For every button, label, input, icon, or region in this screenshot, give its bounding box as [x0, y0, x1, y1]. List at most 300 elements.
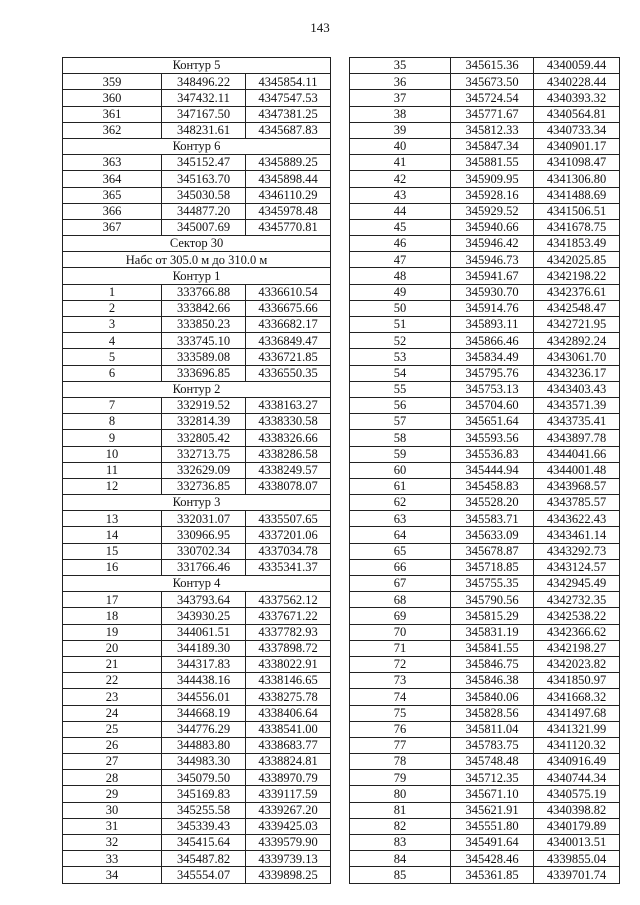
table-row	[350, 155, 620, 171]
point-number: 75	[350, 705, 451, 721]
y-coordinate: 4335341.37	[246, 559, 331, 575]
point-number: 66	[350, 559, 451, 575]
y-coordinate: 4341668.32	[534, 689, 620, 705]
y-coordinate: 4342366.62	[534, 624, 620, 640]
table-row	[350, 317, 620, 333]
point-number: 62	[350, 495, 451, 511]
table-row	[63, 770, 331, 786]
y-coordinate: 4343785.57	[534, 495, 620, 511]
y-coordinate: 4337898.72	[246, 640, 331, 656]
point-number: 44	[350, 203, 451, 219]
y-coordinate: 4340575.19	[534, 786, 620, 802]
y-coordinate: 4345854.11	[246, 74, 331, 90]
point-number: 80	[350, 786, 451, 802]
section-row	[63, 138, 331, 154]
y-coordinate: 4342025.85	[534, 252, 620, 268]
point-number: 72	[350, 656, 451, 672]
section-row	[63, 252, 331, 268]
table-row	[350, 349, 620, 365]
x-coordinate: 345491.64	[451, 835, 534, 851]
point-number: 13	[63, 511, 162, 527]
x-coordinate: 332736.85	[162, 478, 246, 494]
y-coordinate: 4340179.89	[534, 818, 620, 834]
x-coordinate: 333850.23	[162, 317, 246, 333]
section-heading: Контур 6	[63, 138, 331, 154]
x-coordinate: 345593.56	[451, 430, 534, 446]
y-coordinate: 4341488.69	[534, 187, 620, 203]
section-row	[63, 58, 331, 74]
y-coordinate: 4340744.34	[534, 770, 620, 786]
point-number: 10	[63, 446, 162, 462]
table-row	[63, 721, 331, 737]
table-row	[350, 58, 620, 74]
x-coordinate: 345815.29	[451, 608, 534, 624]
y-coordinate: 4340916.49	[534, 754, 620, 770]
point-number: 363	[63, 155, 162, 171]
table-row	[63, 122, 331, 138]
table-row	[350, 851, 620, 867]
x-coordinate: 345673.50	[451, 74, 534, 90]
point-number: 16	[63, 559, 162, 575]
x-coordinate: 345163.70	[162, 171, 246, 187]
y-coordinate: 4346110.29	[246, 187, 331, 203]
x-coordinate: 344061.51	[162, 624, 246, 640]
table-row	[350, 430, 620, 446]
table-row	[63, 446, 331, 462]
point-number: 59	[350, 446, 451, 462]
y-coordinate: 4338326.66	[246, 430, 331, 446]
table-row	[63, 317, 331, 333]
y-coordinate: 4345978.48	[246, 203, 331, 219]
x-coordinate: 345030.58	[162, 187, 246, 203]
x-coordinate: 333696.85	[162, 365, 246, 381]
point-number: 77	[350, 737, 451, 753]
y-coordinate: 4343061.70	[534, 349, 620, 365]
table-row	[63, 786, 331, 802]
x-coordinate: 345812.33	[451, 122, 534, 138]
y-coordinate: 4347547.53	[246, 90, 331, 106]
x-coordinate: 345079.50	[162, 770, 246, 786]
y-coordinate: 4343124.57	[534, 559, 620, 575]
table-row	[350, 138, 620, 154]
point-number: 57	[350, 414, 451, 430]
table-row	[63, 673, 331, 689]
table-row	[350, 365, 620, 381]
table-row	[63, 300, 331, 316]
x-coordinate: 345846.75	[451, 656, 534, 672]
table-row	[350, 333, 620, 349]
coordinates-table-right-body	[350, 58, 620, 884]
x-coordinate: 345930.70	[451, 284, 534, 300]
y-coordinate: 4338078.07	[246, 478, 331, 494]
page-number: 143	[310, 20, 330, 35]
point-number: 4	[63, 333, 162, 349]
y-coordinate: 4342548.47	[534, 300, 620, 316]
table-row	[350, 770, 620, 786]
y-coordinate: 4340013.51	[534, 835, 620, 851]
table-row	[63, 559, 331, 575]
point-number: 27	[63, 754, 162, 770]
y-coordinate: 4336849.47	[246, 333, 331, 349]
point-number: 365	[63, 187, 162, 203]
x-coordinate: 348231.61	[162, 122, 246, 138]
table-row	[350, 754, 620, 770]
table-row	[350, 689, 620, 705]
table-row	[350, 462, 620, 478]
y-coordinate: 4336675.66	[246, 300, 331, 316]
y-coordinate: 4343403.43	[534, 381, 620, 397]
x-coordinate: 345615.36	[451, 58, 534, 74]
x-coordinate: 345795.76	[451, 365, 534, 381]
point-number: 367	[63, 219, 162, 235]
point-number: 64	[350, 527, 451, 543]
y-coordinate: 4340398.82	[534, 802, 620, 818]
point-number: 42	[350, 171, 451, 187]
x-coordinate: 345893.11	[451, 317, 534, 333]
section-heading: Сектор 30	[63, 236, 331, 252]
point-number: 6	[63, 365, 162, 381]
point-number: 73	[350, 673, 451, 689]
y-coordinate: 4343571.39	[534, 397, 620, 413]
point-number: 83	[350, 835, 451, 851]
x-coordinate: 343793.64	[162, 592, 246, 608]
table-row	[63, 543, 331, 559]
y-coordinate: 4344001.48	[534, 462, 620, 478]
section-heading: Контур 1	[63, 268, 331, 284]
point-number: 22	[63, 673, 162, 689]
table-row	[350, 818, 620, 834]
point-number: 36	[350, 74, 451, 90]
y-coordinate: 4342023.82	[534, 656, 620, 672]
y-coordinate: 4345889.25	[246, 155, 331, 171]
point-number: 15	[63, 543, 162, 559]
y-coordinate: 4338286.58	[246, 446, 331, 462]
table-row	[63, 203, 331, 219]
section-row	[63, 495, 331, 511]
point-number: 53	[350, 349, 451, 365]
y-coordinate: 4341678.75	[534, 219, 620, 235]
point-number: 65	[350, 543, 451, 559]
table-row	[63, 802, 331, 818]
y-coordinate: 4341306.80	[534, 171, 620, 187]
y-coordinate: 4338163.27	[246, 397, 331, 413]
x-coordinate: 345554.07	[162, 867, 246, 883]
table-row	[63, 187, 331, 203]
table-row	[350, 867, 620, 883]
point-number: 46	[350, 236, 451, 252]
table-row	[350, 252, 620, 268]
y-coordinate: 4344041.66	[534, 446, 620, 462]
point-number: 76	[350, 721, 451, 737]
y-coordinate: 4341497.68	[534, 705, 620, 721]
table-row	[63, 284, 331, 300]
table-row	[350, 835, 620, 851]
point-number: 79	[350, 770, 451, 786]
section-row	[63, 268, 331, 284]
y-coordinate: 4336721.85	[246, 349, 331, 365]
table-row	[350, 786, 620, 802]
section-heading: Набс от 305.0 м до 310.0 м	[63, 252, 331, 268]
point-number: 14	[63, 527, 162, 543]
point-number: 366	[63, 203, 162, 219]
x-coordinate: 345929.52	[451, 203, 534, 219]
y-coordinate: 4342376.61	[534, 284, 620, 300]
section-heading: Контур 5	[63, 58, 331, 74]
x-coordinate: 330702.34	[162, 543, 246, 559]
section-row	[63, 381, 331, 397]
point-number: 63	[350, 511, 451, 527]
point-number: 78	[350, 754, 451, 770]
section-heading: Контур 3	[63, 495, 331, 511]
x-coordinate: 345748.48	[451, 754, 534, 770]
x-coordinate: 344668.19	[162, 705, 246, 721]
section-heading: Контур 2	[63, 381, 331, 397]
point-number: 58	[350, 430, 451, 446]
table-row	[63, 430, 331, 446]
x-coordinate: 345361.85	[451, 867, 534, 883]
x-coordinate: 333842.66	[162, 300, 246, 316]
x-coordinate: 345724.54	[451, 90, 534, 106]
x-coordinate: 345940.66	[451, 219, 534, 235]
x-coordinate: 332814.39	[162, 414, 246, 430]
y-coordinate: 4339739.13	[246, 851, 331, 867]
x-coordinate: 344317.83	[162, 656, 246, 672]
table-row	[350, 495, 620, 511]
y-coordinate: 4337782.93	[246, 624, 331, 640]
y-coordinate: 4342732.35	[534, 592, 620, 608]
x-coordinate: 332919.52	[162, 397, 246, 413]
point-number: 9	[63, 430, 162, 446]
table-row	[63, 478, 331, 494]
table-row	[350, 74, 620, 90]
table-row	[350, 171, 620, 187]
point-number: 8	[63, 414, 162, 430]
x-coordinate: 345169.83	[162, 786, 246, 802]
table-row	[350, 624, 620, 640]
y-coordinate: 4343968.57	[534, 478, 620, 494]
x-coordinate: 332031.07	[162, 511, 246, 527]
y-coordinate: 4339579.90	[246, 835, 331, 851]
table-row	[63, 640, 331, 656]
x-coordinate: 345444.94	[451, 462, 534, 478]
table-row	[350, 802, 620, 818]
point-number: 74	[350, 689, 451, 705]
table-row	[350, 122, 620, 138]
y-coordinate: 4337671.22	[246, 608, 331, 624]
table-row	[63, 656, 331, 672]
x-coordinate: 345007.69	[162, 219, 246, 235]
point-number: 361	[63, 106, 162, 122]
table-row	[350, 203, 620, 219]
table-row	[350, 284, 620, 300]
y-coordinate: 4340733.34	[534, 122, 620, 138]
point-number: 12	[63, 478, 162, 494]
point-number: 362	[63, 122, 162, 138]
table-row	[350, 300, 620, 316]
y-coordinate: 4337034.78	[246, 543, 331, 559]
point-number: 82	[350, 818, 451, 834]
x-coordinate: 345928.16	[451, 187, 534, 203]
x-coordinate: 333589.08	[162, 349, 246, 365]
point-number: 49	[350, 284, 451, 300]
y-coordinate: 4340564.81	[534, 106, 620, 122]
x-coordinate: 345651.64	[451, 414, 534, 430]
y-coordinate: 4343622.43	[534, 511, 620, 527]
y-coordinate: 4341120.32	[534, 737, 620, 753]
table-row	[350, 656, 620, 672]
x-coordinate: 345528.20	[451, 495, 534, 511]
point-number: 5	[63, 349, 162, 365]
point-number: 29	[63, 786, 162, 802]
point-number: 81	[350, 802, 451, 818]
table-row	[63, 818, 331, 834]
table-row	[350, 543, 620, 559]
y-coordinate: 4339267.20	[246, 802, 331, 818]
y-coordinate: 4338275.78	[246, 689, 331, 705]
x-coordinate: 345909.95	[451, 171, 534, 187]
x-coordinate: 344438.16	[162, 673, 246, 689]
x-coordinate: 345415.64	[162, 835, 246, 851]
point-number: 28	[63, 770, 162, 786]
x-coordinate: 332805.42	[162, 430, 246, 446]
table-row	[63, 155, 331, 171]
x-coordinate: 345914.76	[451, 300, 534, 316]
table-row	[350, 721, 620, 737]
x-coordinate: 345428.46	[451, 851, 534, 867]
y-coordinate: 4336550.35	[246, 365, 331, 381]
coordinates-table-left	[62, 57, 331, 884]
x-coordinate: 347432.11	[162, 90, 246, 106]
point-number: 41	[350, 155, 451, 171]
table-row	[63, 90, 331, 106]
x-coordinate: 345831.19	[451, 624, 534, 640]
x-coordinate: 345255.58	[162, 802, 246, 818]
table-row	[350, 446, 620, 462]
x-coordinate: 330966.95	[162, 527, 246, 543]
point-number: 45	[350, 219, 451, 235]
table-row	[350, 236, 620, 252]
section-row	[63, 236, 331, 252]
x-coordinate: 345847.34	[451, 138, 534, 154]
point-number: 25	[63, 721, 162, 737]
table-row	[350, 527, 620, 543]
point-number: 54	[350, 365, 451, 381]
y-coordinate: 4343292.73	[534, 543, 620, 559]
table-row	[350, 511, 620, 527]
x-coordinate: 345941.67	[451, 268, 534, 284]
x-coordinate: 345152.47	[162, 155, 246, 171]
y-coordinate: 4342198.22	[534, 268, 620, 284]
y-coordinate: 4340228.44	[534, 74, 620, 90]
point-number: 2	[63, 300, 162, 316]
x-coordinate: 345783.75	[451, 737, 534, 753]
y-coordinate: 4339855.04	[534, 851, 620, 867]
y-coordinate: 4335507.65	[246, 511, 331, 527]
point-number: 51	[350, 317, 451, 333]
y-coordinate: 4341853.49	[534, 236, 620, 252]
x-coordinate: 347167.50	[162, 106, 246, 122]
point-number: 56	[350, 397, 451, 413]
point-number: 35	[350, 58, 451, 74]
x-coordinate: 345551.80	[451, 818, 534, 834]
point-number: 40	[350, 138, 451, 154]
x-coordinate: 345946.42	[451, 236, 534, 252]
table-row	[63, 397, 331, 413]
table-row	[350, 219, 620, 235]
x-coordinate: 345811.04	[451, 721, 534, 737]
x-coordinate: 345828.56	[451, 705, 534, 721]
y-coordinate: 4343897.78	[534, 430, 620, 446]
x-coordinate: 345621.91	[451, 802, 534, 818]
table-row	[63, 333, 331, 349]
table-row	[63, 527, 331, 543]
point-number: 47	[350, 252, 451, 268]
table-row	[63, 414, 331, 430]
x-coordinate: 344883.80	[162, 737, 246, 753]
y-coordinate: 4342198.27	[534, 640, 620, 656]
x-coordinate: 345841.55	[451, 640, 534, 656]
point-number: 31	[63, 818, 162, 834]
point-number: 3	[63, 317, 162, 333]
table-row	[63, 74, 331, 90]
x-coordinate: 345790.56	[451, 592, 534, 608]
coordinates-table-left-body	[63, 58, 331, 884]
point-number: 11	[63, 462, 162, 478]
point-number: 55	[350, 381, 451, 397]
y-coordinate: 4338249.57	[246, 462, 331, 478]
y-coordinate: 4338406.64	[246, 705, 331, 721]
x-coordinate: 344776.29	[162, 721, 246, 737]
table-row	[350, 414, 620, 430]
point-number: 69	[350, 608, 451, 624]
y-coordinate: 4342945.49	[534, 576, 620, 592]
point-number: 24	[63, 705, 162, 721]
point-number: 60	[350, 462, 451, 478]
point-number: 67	[350, 576, 451, 592]
y-coordinate: 4341098.47	[534, 155, 620, 171]
x-coordinate: 345487.82	[162, 851, 246, 867]
table-row	[350, 559, 620, 575]
x-coordinate: 344983.30	[162, 754, 246, 770]
y-coordinate: 4338330.58	[246, 414, 331, 430]
x-coordinate: 345536.83	[451, 446, 534, 462]
y-coordinate: 4343236.17	[534, 365, 620, 381]
y-coordinate: 4340901.17	[534, 138, 620, 154]
point-number: 34	[63, 867, 162, 883]
point-number: 18	[63, 608, 162, 624]
x-coordinate: 345771.67	[451, 106, 534, 122]
table-row	[63, 754, 331, 770]
point-number: 50	[350, 300, 451, 316]
table-row	[350, 705, 620, 721]
x-coordinate: 345840.06	[451, 689, 534, 705]
table-row	[350, 576, 620, 592]
point-number: 26	[63, 737, 162, 753]
x-coordinate: 345339.43	[162, 818, 246, 834]
point-number: 39	[350, 122, 451, 138]
x-coordinate: 331766.46	[162, 559, 246, 575]
y-coordinate: 4341506.51	[534, 203, 620, 219]
table-row	[63, 867, 331, 883]
x-coordinate: 345458.83	[451, 478, 534, 494]
point-number: 1	[63, 284, 162, 300]
point-number: 48	[350, 268, 451, 284]
x-coordinate: 345718.85	[451, 559, 534, 575]
x-coordinate: 344189.30	[162, 640, 246, 656]
x-coordinate: 345946.73	[451, 252, 534, 268]
y-coordinate: 4336610.54	[246, 284, 331, 300]
point-number: 71	[350, 640, 451, 656]
